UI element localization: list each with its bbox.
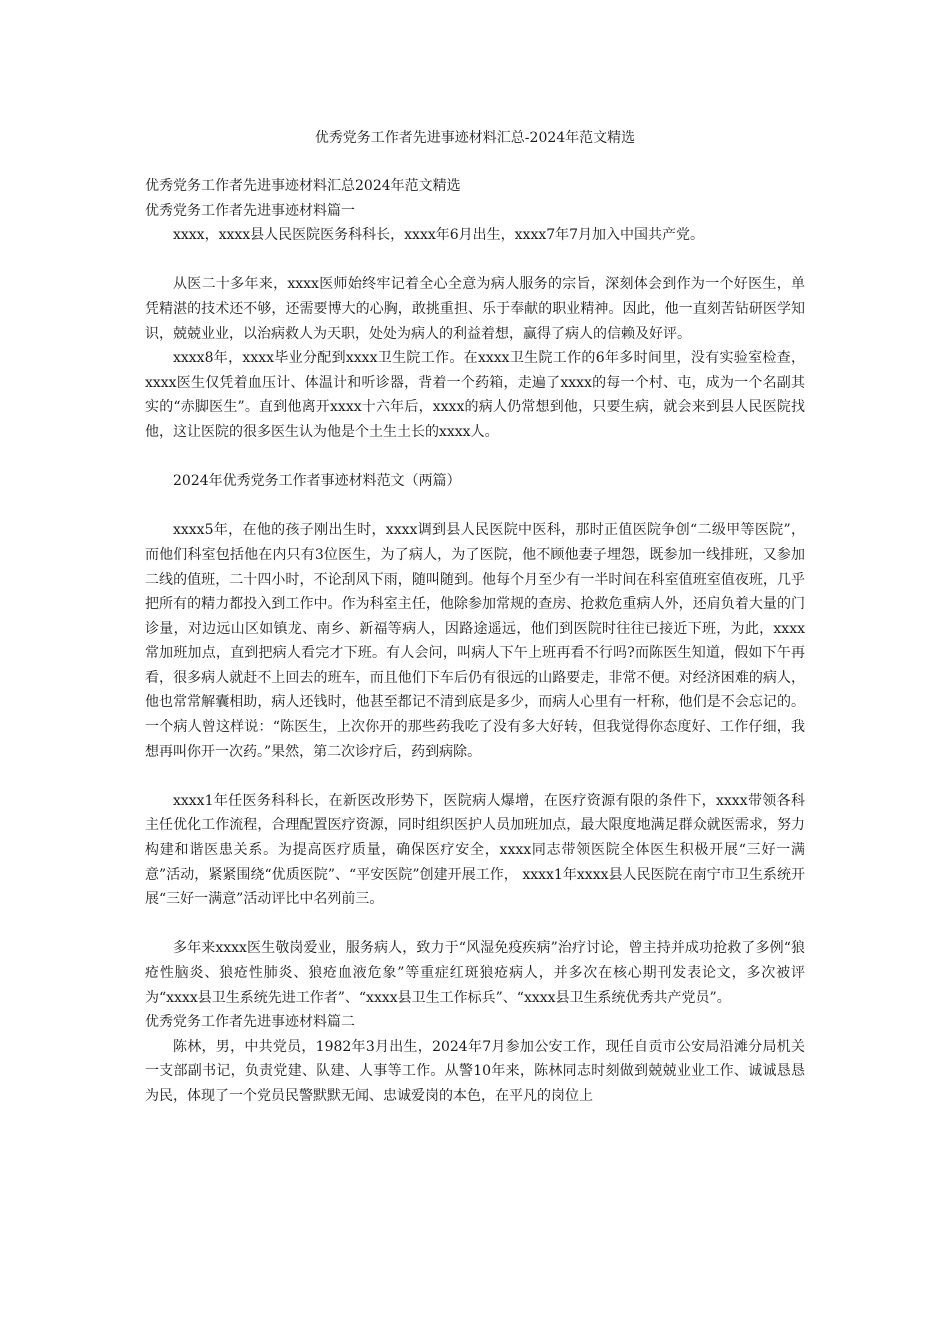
paragraph-subheading: 2024年优秀党务工作者事迹材料范文（两篇） <box>173 473 461 490</box>
blank-line <box>145 912 805 937</box>
paragraph-career: 从医二十多年来，xxxx医师始终牢记着全心全意为病人服务的宗旨，深刻体会到作为一个好医生，单凭精湛的技术还不够，还需要博大的心胸，敢挑重担、乐于奉献的职业精神。因此，他一直刻苦钻研医学知识，兢兢业业，以治病救人为天职，处处为病人的利益着想，赢得了病人的信赖及好评。 <box>145 276 805 342</box>
paragraph-chen-lin: 陈林，男，中共党员，1982年3月出生，2024年7月参加公安工作，现任自贡市公安局沿滩分局机关一支部副书记，负责党建、队建、人事等工作。从警10年来，陈林同志时刻做到兢兢业业工作、诚诚恳恳为民，体现了一个党员民警默默无闻、忠诚爱岗的本色，在平凡的岗位上 <box>145 1038 805 1104</box>
blank-line <box>145 248 805 273</box>
blank-line <box>145 445 805 470</box>
document-title: 优秀党务工作者先进事迹材料汇总-2024年范文精选 <box>314 130 636 146</box>
paragraph-medical-chief: xxxx1年任医务科科长，在新医改形势下，医院病人爆增，在医疗资源有限的条件下，xxxx带领各科主任优化工作流程，合理配置医疗资源，同时组织医护人员加班加点，最大限度地满足群众就医需求，努力构建和谐医患关系。为提高医疗质量，确保医疗安全，xxxx同志带领医院全体医生积极开展“三好一满意”活动，紧紧围绕“优质医院”、“平安医院”创建开展工作， xxxx1年xxxx县人民医院在南宁市卫生系统开展“三好一满意”活动评比中名列前三。 <box>145 792 805 908</box>
section-heading-1: 优秀党务工作者先进事迹材料篇一 <box>145 202 355 219</box>
document-subtitle: 优秀党务工作者先进事迹材料汇总2024年范文精选 <box>145 178 461 194</box>
paragraph-intro: xxxx，xxxx县人民医院医务科科长，xxxx年6月出生，xxxx7年7月加入中国共产党。 <box>173 227 705 244</box>
blank-line <box>145 764 805 789</box>
blank-line <box>145 494 805 519</box>
section-heading-2: 优秀党务工作者先进事迹材料篇二 <box>145 1014 355 1031</box>
document-body <box>145 174 805 1109</box>
paragraph-hospital-work: xxxx5年，在他的孩子刚出生时，xxxx调到县人民医院中医科，那时正值医院争创“二级甲等医院”，而他们科室包括他在内只有3位医生，为了病人，为了医院，他不顾他妻子埋怨，既参加一线排班，又参加二线的值班，二十四小时，不论刮风下雨，随叫随到。他每个月至少有一半时间在科室值班室值夜班，几乎把所有的精力都投入到工作中。作为科室主任，他除参加常规的查房、抢救危重病人外，还肩负着大量的门诊量，对边远山区如镇龙、南乡、新福等病人，因路途遥远，他们到医院时往往已接近下班，为此，xxxx常加班加点，直到把病人看完才下班。有人会问，叫病人下午上班再看不行吗?而陈医生知道，假如下午再看，很多病人就赶不上回去的班车，而且他们下车后仍有很远的山路要走，非常不便。对经济困难的病人，他也常常解囊相助，病人还钱时，他甚至都记不清到底是多少，而病人心里有一杆称，他们是不会忘记的。一个病人曾这样说：“陈医生，上次你开的那些药我吃了没有多大好转，但我觉得你态度好、工作仔细，我想再叫你开一次药。”果然，第二次诊疗后，药到病除。 <box>145 522 805 760</box>
paragraph-barefoot-doctor: xxxx8年，xxxx毕业分配到xxxx卫生院工作。在xxxx卫生院工作的6年多时间里，没有实验室检查，xxxx医生仅凭着血压计、体温计和听诊器，背着一个药箱，走遍了xxxx的每一个村、屯，成为一个名副其实的“赤脚医生”。直到他离开xxxx十六年后，xxxx的病人仍常想到他，只要生病，就会来到县人民医院找他，这让医院的很多医生认为他是个土生土长的xxxx人。 <box>145 350 805 440</box>
paragraph-achievements: 多年来xxxx医生敬岗爱业，服务病人，致力于“风湿免疫疾病”治疗讨论，曾主持并成功抢救了多例“狼疮性脑炎、狼疮性肺炎、狼疮血液危象”等重症红斑狼疮病人，并多次在核心期刊发表论文，多次被评为“xxxx县卫生系统先进工作者”、“xxxx县卫生工作标兵”、“xxxx县卫生系统优秀共产党员”。 <box>145 940 805 1006</box>
